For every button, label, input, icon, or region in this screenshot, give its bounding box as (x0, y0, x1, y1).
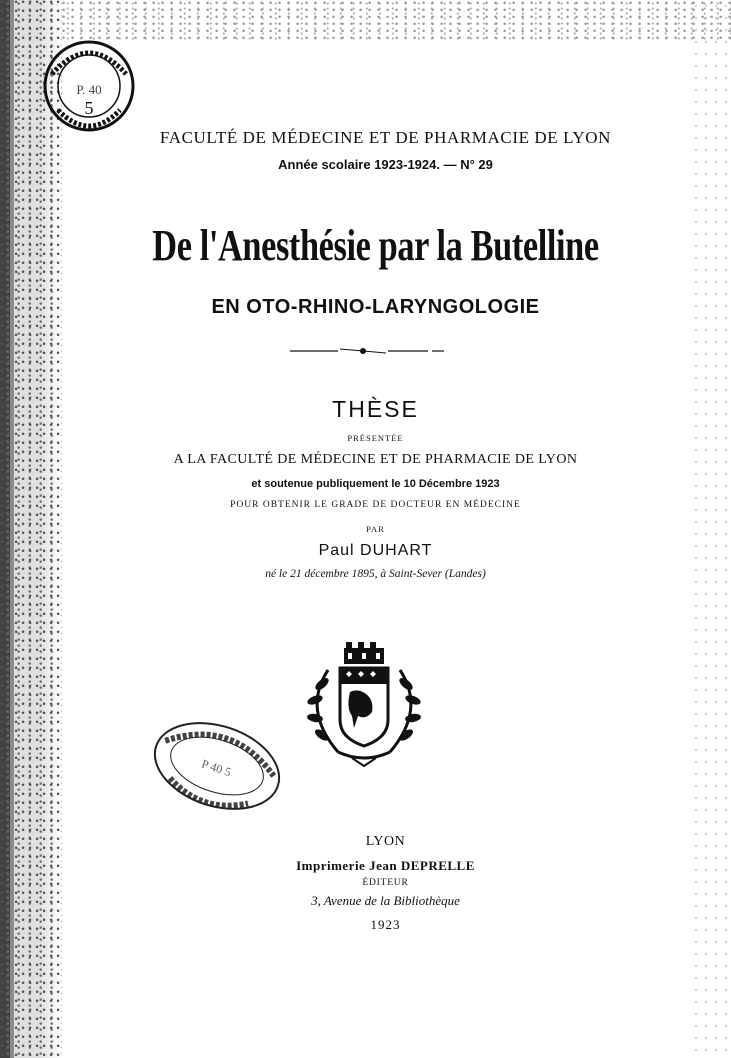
scan-noise-top (60, 0, 731, 40)
divider-ornament (10, 342, 731, 360)
imprint-printer: Imprimerie Jean DEPRELLE (296, 858, 475, 873)
imprint-city: LYON (365, 834, 406, 849)
svg-text:P. 40: P. 40 (76, 82, 102, 97)
svg-text:5: 5 (84, 98, 94, 118)
author-name: Paul DUHART (318, 542, 433, 559)
library-stamp-top (40, 36, 138, 136)
thesis-subtitle: EN OTO-RHINO-LARYNGOLOGIE (211, 296, 540, 318)
degree-purpose: POUR OBTENIR LE GRADE DE DOCTEUR EN MÉDECINE (230, 500, 521, 510)
thesis-title: De l'Anesthésie par la Butelline (152, 221, 599, 270)
imprint-year: 1923 (370, 917, 401, 932)
imprint-role: ÉDITEUR (362, 878, 409, 888)
faculty-heading: FACULTÉ DE MÉDECINE ET DE PHARMACIE DE LYON (159, 128, 612, 147)
faculty-line: A LA FACULTÉ DE MÉDECINE ET DE PHARMACIE DE LYON (173, 452, 578, 467)
these-label: THÈSE (332, 396, 419, 422)
author-birth: né le 21 décembre 1895, à Saint-Sever (Landes) (265, 568, 486, 580)
presented-label: PRÉSENTÉE (347, 433, 404, 443)
academic-year: Année scolaire 1923-1924. — N° 29 (278, 157, 493, 172)
coat-of-arms-icon (288, 640, 440, 770)
imprint-address: 3, Avenue de la Bibliothèque (311, 893, 460, 908)
library-stamp-middle (146, 712, 288, 820)
svg-text:P 40 5: P 40 5 (199, 756, 233, 780)
defense-date: et soutenue publiquement le 10 Décembre 1923 (251, 478, 500, 490)
by-label: PAR (366, 524, 385, 534)
